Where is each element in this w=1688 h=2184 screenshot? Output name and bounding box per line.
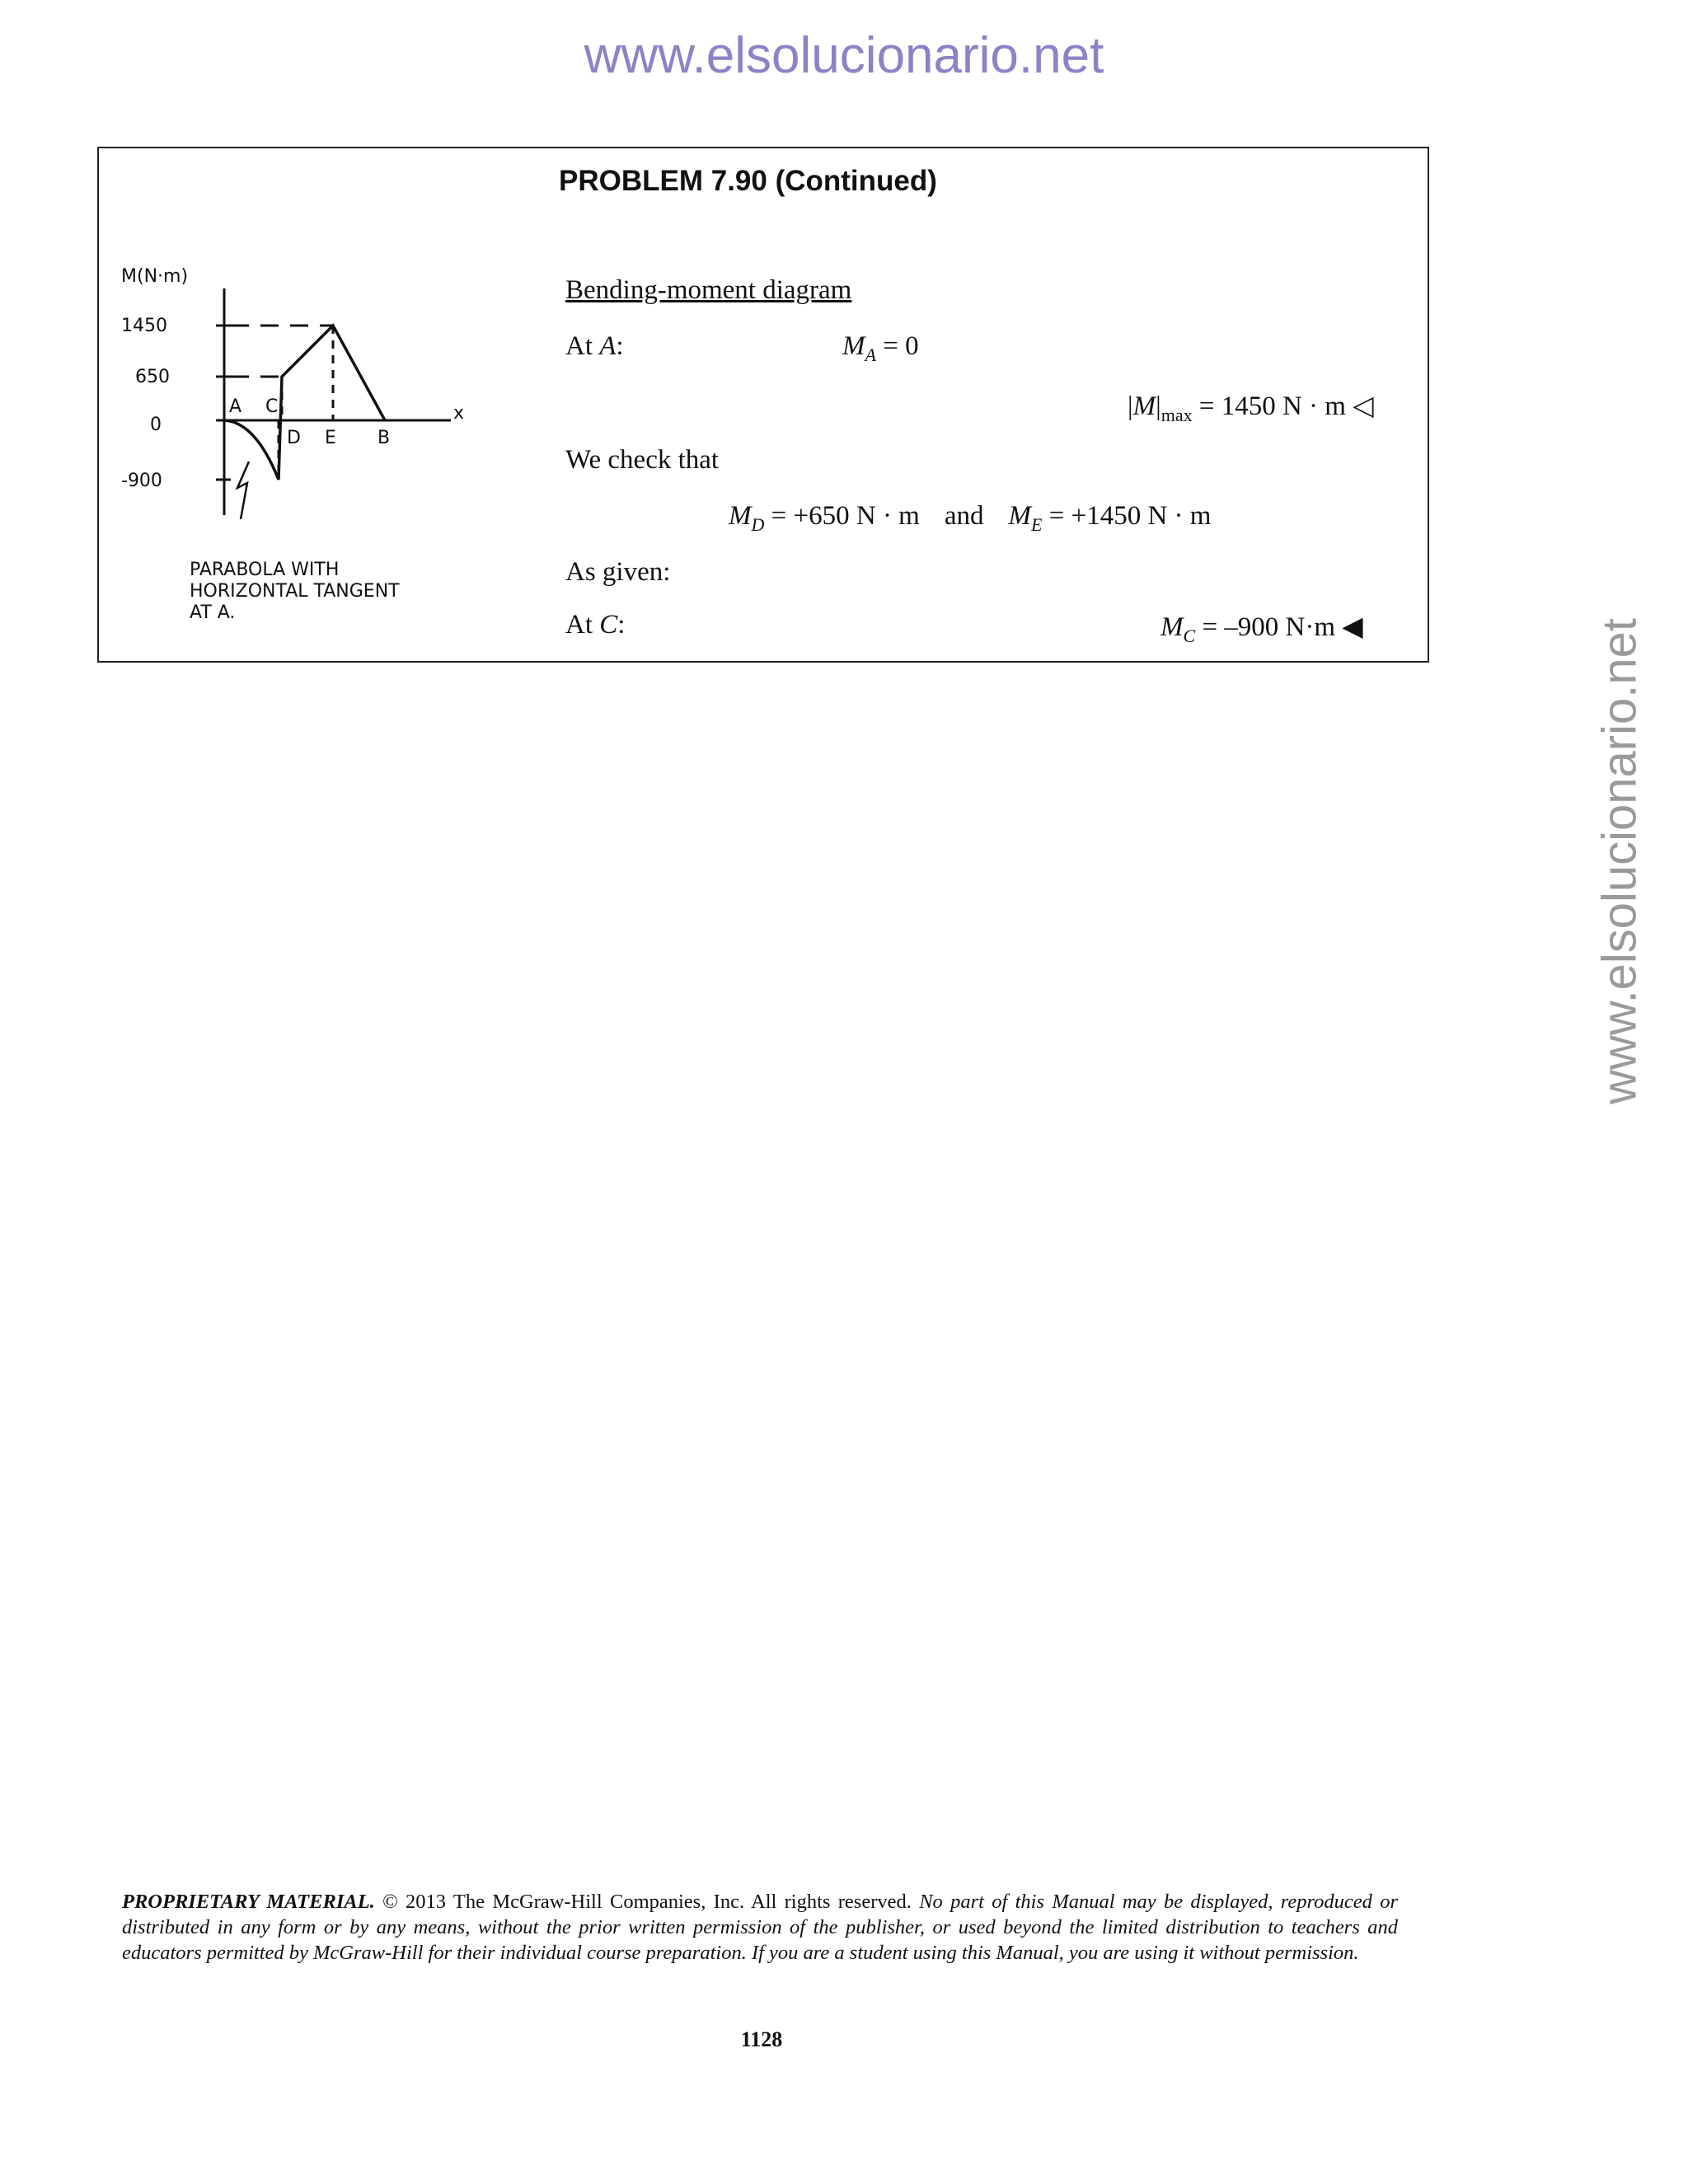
point-label-c: C (265, 396, 279, 417)
note-line-1: PARABOLA WITH (190, 560, 340, 580)
point-label-d: D (287, 428, 301, 448)
m-axis-label: M(N·m) (121, 266, 189, 287)
problem-box (97, 147, 1429, 663)
moment-curve (224, 326, 385, 480)
problem-title: PROBLEM 7.90 (Continued) (559, 165, 937, 197)
point-label-a: A (229, 396, 242, 417)
at-c-label: At C: (565, 610, 626, 640)
copyright-footer: PROPRIETARY MATERIAL. © 2013 The McGraw-Hill Companies, Inc. All rights reserved. No part of this Manual may be displayed, reproduced or distributed in any form or by any means, without the prior written permission of the publisher, or used beyond the limited distribution to teachers and educators permitted by McGraw-Hill for their individual course preparation. If you are a student using this Manual, you are using it without permission. (122, 1891, 1398, 1964)
answer-marker-filled: ◀ (1342, 612, 1363, 642)
tick-label-1450: 1450 (121, 316, 167, 336)
check-text: We check that (565, 445, 720, 475)
mmax-equation: $|M|_{max} = 1450$ N · m ◁ (1128, 391, 1374, 425)
watermark-top: www.elsolucionario.net (584, 27, 1104, 84)
at-a-label: At A: (565, 331, 624, 361)
page-number: 1128 (740, 2027, 783, 2051)
md-me-equation: $M_D = +650$ N · m and $M_E = +1450$ N · m (729, 501, 1212, 535)
ma-equation: $M_A = 0$ (842, 331, 919, 365)
note-line-2: HORIZONTAL TANGENT (190, 581, 400, 602)
note-leader (237, 462, 249, 519)
watermark-side: www.elsolucionario.net (1592, 618, 1647, 1104)
point-label-b: B (377, 428, 391, 448)
bending-moment-diagram (117, 255, 546, 643)
solution-heading: Bending-moment diagram (565, 275, 852, 305)
point-label-e: E (325, 428, 336, 448)
answer-marker-hollow: ◁ (1353, 391, 1374, 421)
tick-label-0: 0 (150, 415, 162, 435)
tick-label-650: 650 (135, 367, 170, 387)
tick-label-neg900: -900 (121, 471, 162, 491)
as-given-text: As given: (565, 557, 671, 587)
x-axis-label: x (453, 403, 465, 424)
mc-equation: $M_C = -900$ N·m ◀ (1160, 612, 1363, 646)
note-line-3: AT A. (190, 602, 236, 623)
